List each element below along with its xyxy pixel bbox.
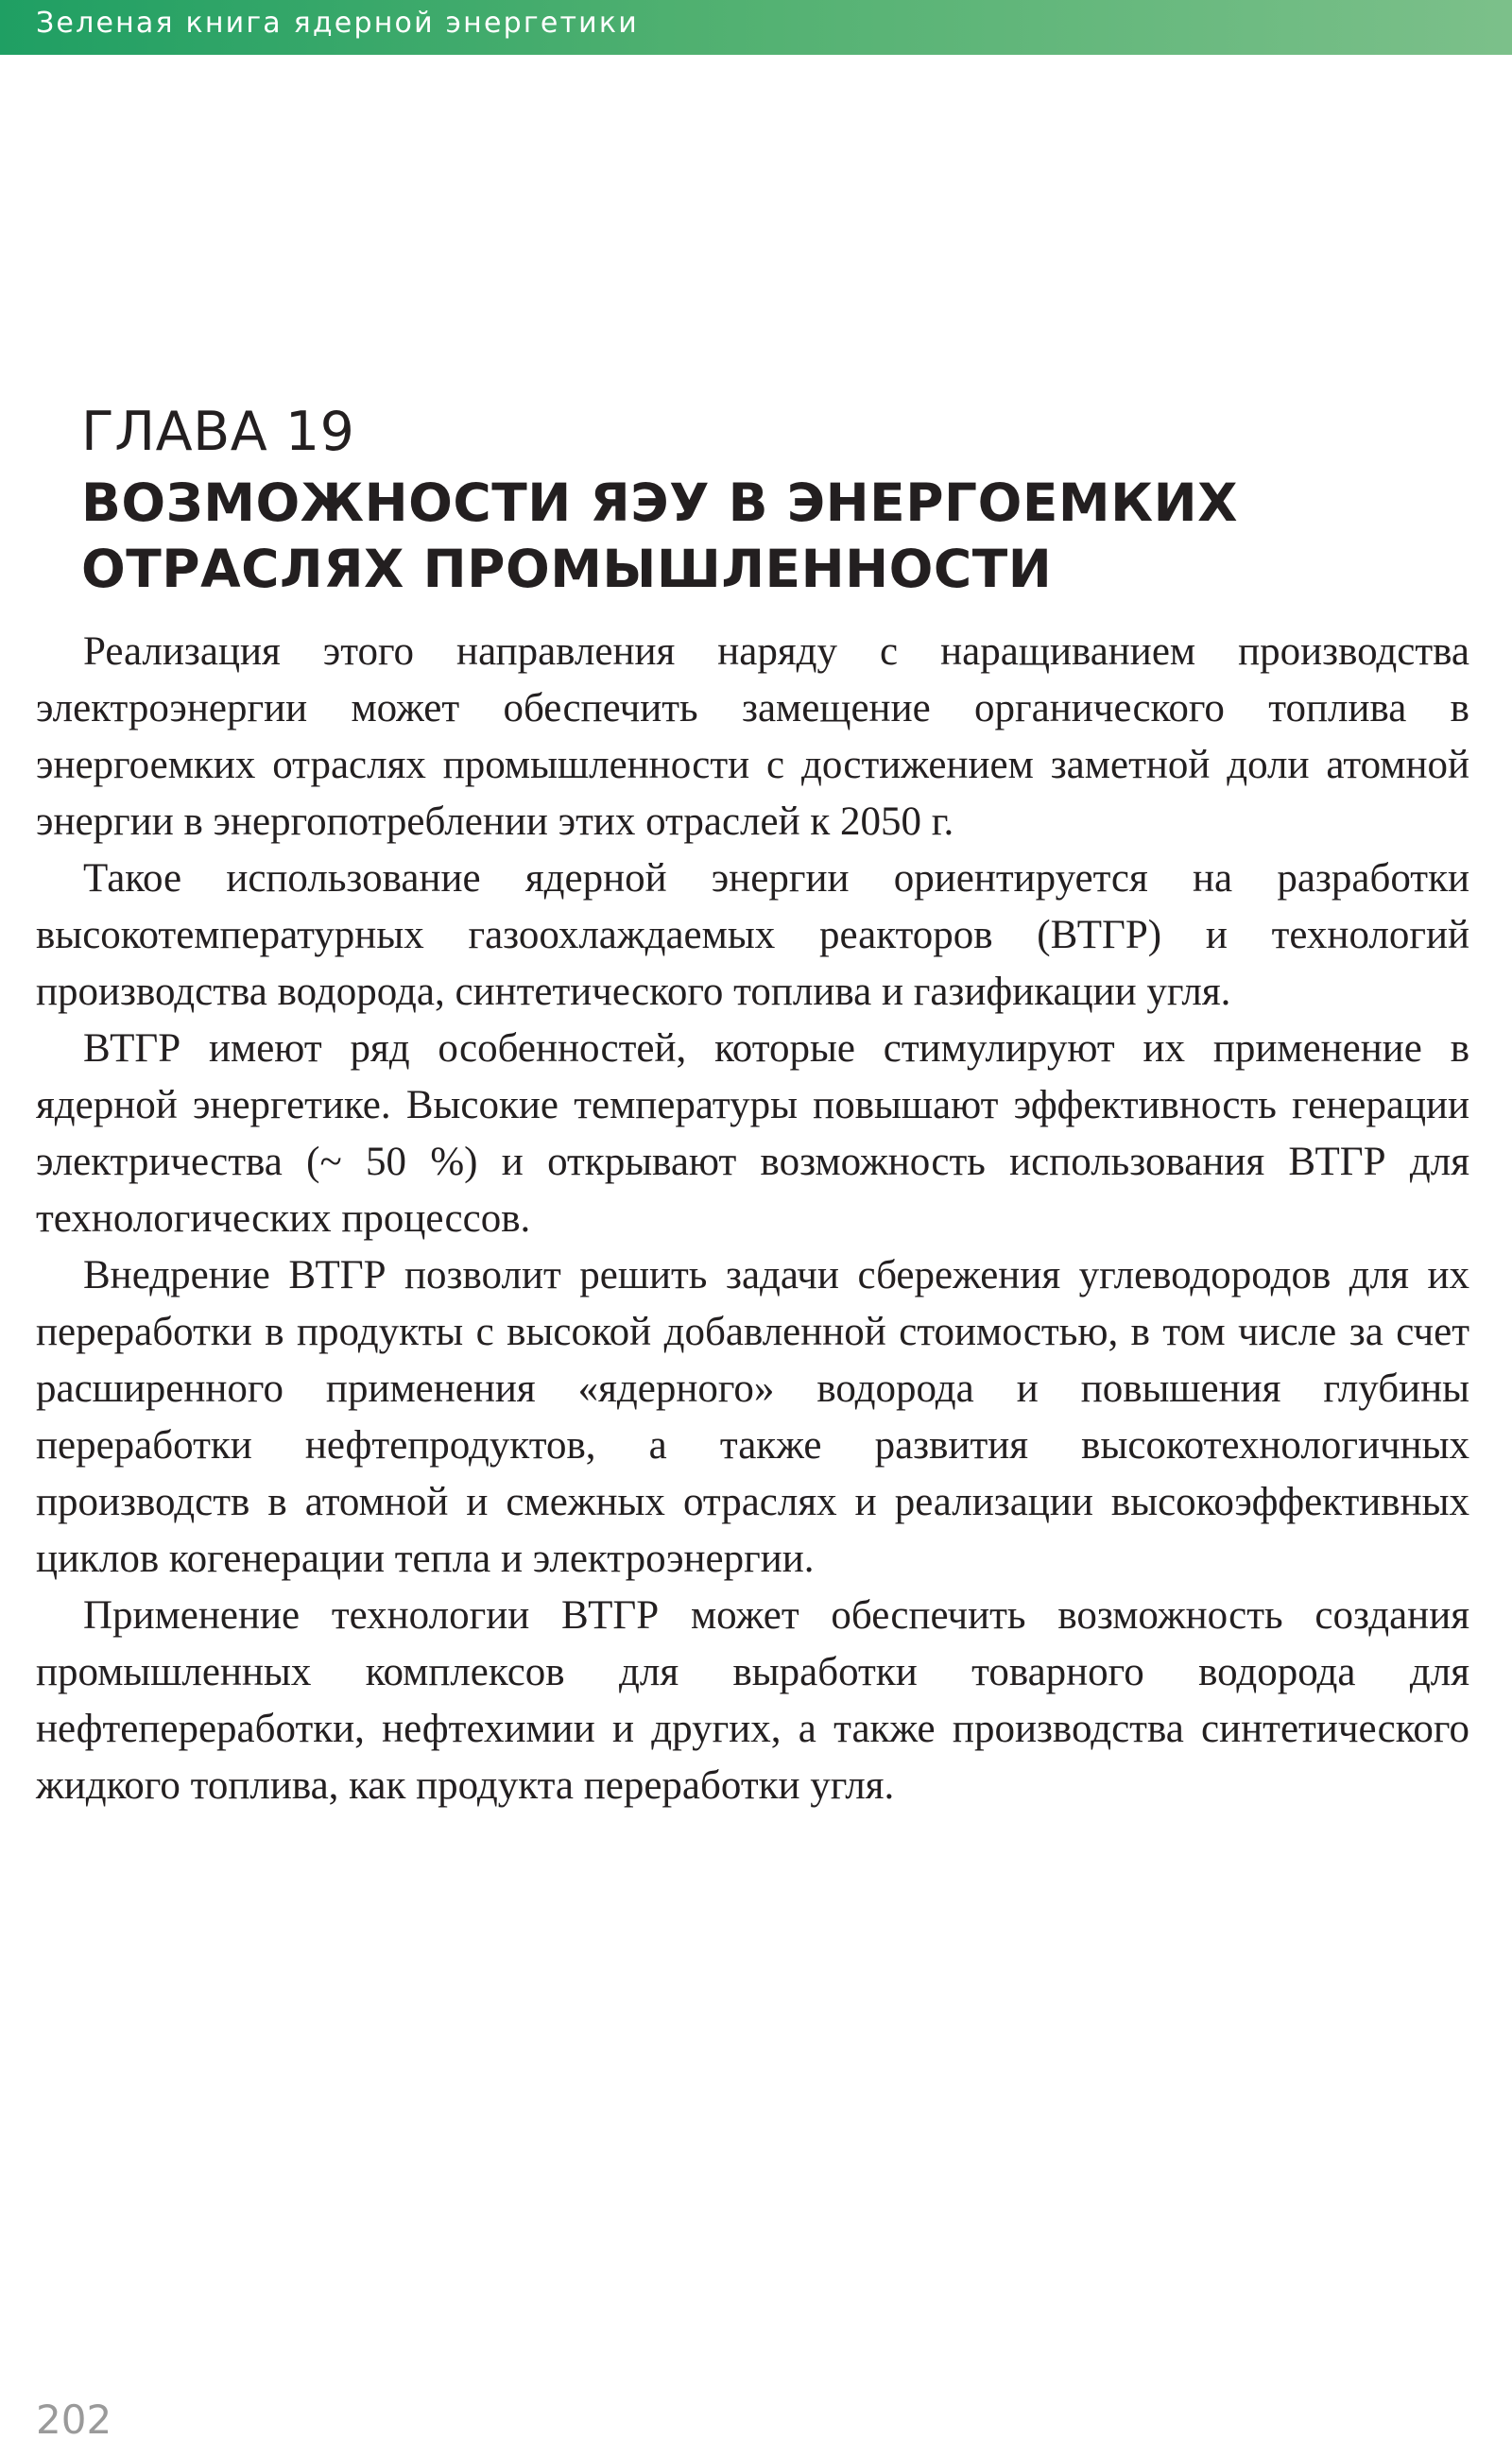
running-header-title: Зеленая книга ядерной энергетики (36, 7, 639, 40)
paragraph: ВТГР имеют ряд особенностей, которые стимулируют их применение в ядерной энергетике. Высокие температуры повышают эффективность генерации электричества (~ 50 %) и открывают возможность использования ВТГР для технологических процессов. (36, 1026, 1469, 1241)
body-text (36, 624, 1469, 1814)
chapter-title-line-2: ОТРАСЛЯХ ПРОМЫШЛЕННОСТИ (81, 539, 1053, 599)
chapter-title (81, 470, 1461, 602)
paragraph: Такое использование ядерной энергии ориентируется на разработки высокотемпературных газоохлаждаемых реакторов (ВТГР) и технологий производства водорода, синтетического топлива и газификации угля. (36, 856, 1469, 1014)
running-header-band (0, 0, 1512, 55)
chapter-number: ГЛАВА 19 (81, 401, 355, 463)
paragraph: Применение технологии ВТГР может обеспечить возможность создания промышленных комплексов для выработки товарного водорода для нефтепереработки, нефтехимии и других, а также производства синтетического жидкого топлива, как продукта переработки угля. (36, 1593, 1469, 1808)
page-number: 202 (36, 2397, 112, 2443)
paragraph: Реализация этого направления наряду с наращиванием производства электроэнергии может обеспечить замещение органического топлива в энергоемких отраслях промышленности с достижением заметной доли атомной энергии в энергопотреблении этих отраслей к 2050 г. (36, 629, 1469, 844)
chapter-title-line-1: ВОЗМОЖНОСТИ ЯЭУ В ЭНЕРГОЕМКИХ (81, 472, 1239, 533)
paragraph: Внедрение ВТГР позволит решить задачи сбережения углеводородов для их переработки в продукты с высокой добавленной стоимостью, в том числе за счет расширенного применения «ядерного» водорода и повышения глубины переработки нефтепродуктов, а также развития высокотехнологичных производств в атомной и смежных отраслях и реализации высокоэффективных циклов когенерации тепла и электроэнергии. (36, 1253, 1469, 1581)
